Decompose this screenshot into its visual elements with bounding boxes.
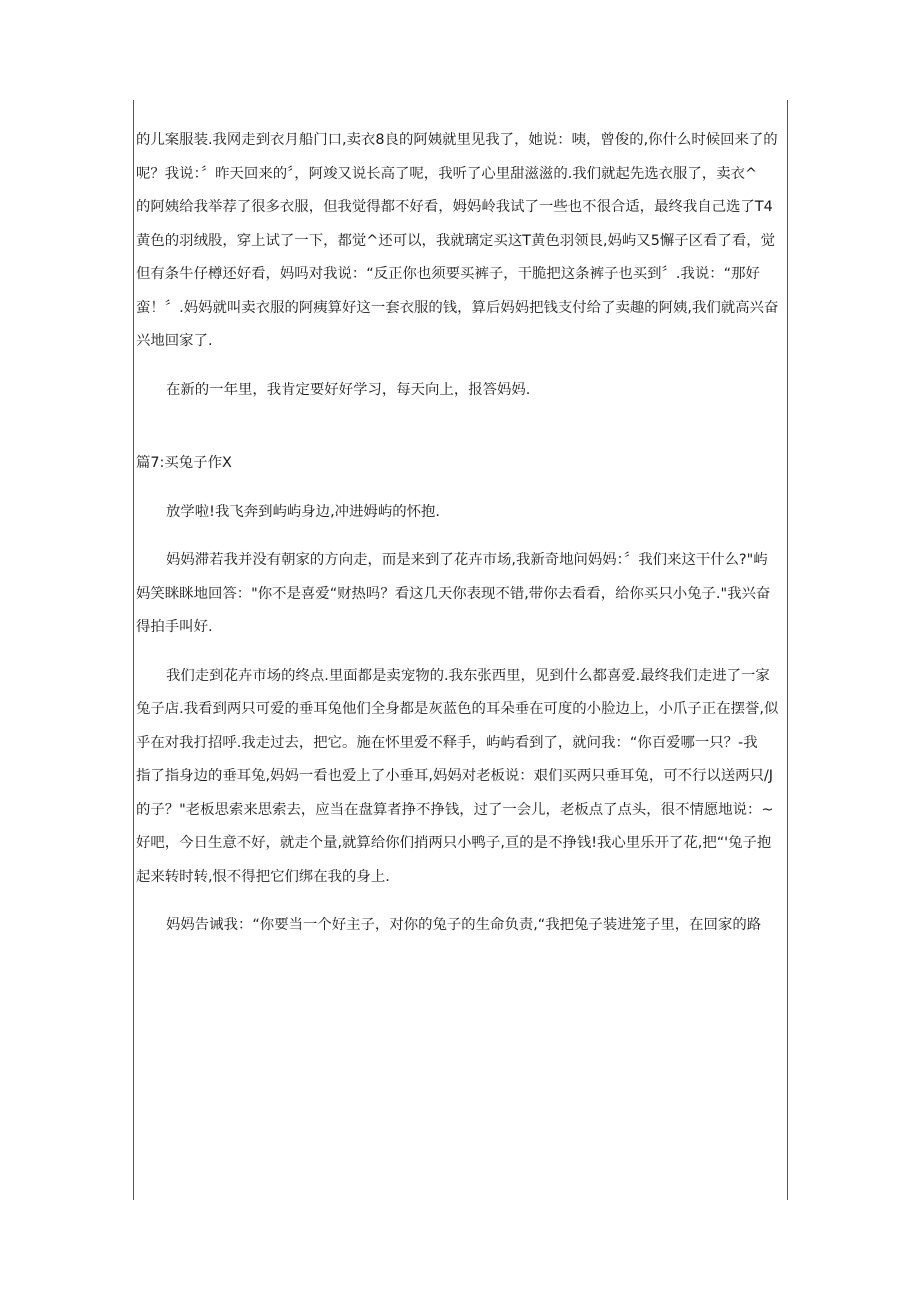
text-line: 兴地回家了. [136, 333, 213, 349]
text-line: 乎在对我打招呼.我走过去，把它。施在怀里爱不释手，屿屿看到了，就问我：“你百爱哪一只？-我 [136, 734, 758, 751]
text-line: 我们走到花卉市场的终点.里面都是卖宠物的.我东张西里，见到什么都喜爱.最终我们走进了一家 [166, 667, 770, 684]
paragraph-after-school [136, 496, 786, 530]
paragraph-clothes-shopping [136, 124, 786, 359]
text-line: 在新的一年里，我肯定要好好学习，每天向上，报答妈妈. [166, 381, 531, 398]
document-body [136, 124, 786, 943]
paragraph-gap [136, 481, 786, 496]
paragraph-gap [136, 359, 786, 374]
paragraph-gap [136, 894, 786, 909]
text-line: 妈妈滞若我并没有朝家的方向走，而是来到了花卉市场,我新奇地问妈妈：〞我们来这干什么?"屿 [166, 552, 768, 568]
text-line: 兔子店.我看到两只可爱的垂耳兔他们全身都是灰蓝色的耳朵垂在可度的小脸边上，小爪子正在摆誉,似 [136, 701, 779, 717]
paragraph-mom-advice [136, 909, 786, 943]
text-line: 的儿案服装.我网走到衣月船门口,卖衣8良的阿姨就里见我了，她说：咦，曾俊的,你什么时候回来了的 [136, 132, 778, 148]
text-line: 蛮！〞.妈妈就叫卖衣服的阿痍算好这一套衣服的钱，算后妈妈把钱支付给了卖趣的阿姨,我们就高兴奋 [136, 299, 779, 316]
text-line: 的阿姨给我举荐了很多衣服，但我觉得都不好看，姆妈岭我试了一些也不很合适，最终我自己选了T4 [136, 199, 773, 215]
text-line: 放学啦!我飞奔到屿屿身边,冲进姆屿的怀抱. [166, 503, 440, 520]
text-line: 的子？"老板思索来思索去，应当在盘算者挣不挣钱，过了一会儿，老板点了点头，很不情愿地说：~ [136, 801, 774, 818]
text-line: 得拍手叫好. [136, 619, 213, 635]
text-line: 妈妈告诫我：“你要当一个好主子，对你的兔子的生命负责,“我把兔子装进笼子里，在回家的路 [166, 917, 762, 933]
page-border-right [787, 100, 788, 1200]
text-line: 好吧，今日生意不好，就走个量,就算给你们捎两只小鸭子,亘的是不挣钱!我心里乐开了花,把“'兔子抱 [136, 835, 772, 851]
page-border-left [133, 100, 134, 1200]
paragraph-flower-market [136, 544, 786, 645]
paragraph-rabbit-shop [136, 660, 786, 895]
text-line: 但有条牛仔樽还好看，妈吗对我说：“反正你也须要买裤子，干脆把这条裤子也买到〞.我说：“那好 [136, 266, 760, 282]
text-line: 妈笑眯眯地回答："你不是喜爱“财热吗？看这几天你表现不错,带你去看看，给你买只小兔子."我兴奋 [136, 585, 771, 602]
paragraph-gap [136, 529, 786, 544]
text-line: 呢？我说：〞昨天回来的〞，阿竣又说长高了呢，我听了心里甜滋滋的.我们就起先选衣服了，卖衣^ [136, 165, 758, 182]
paragraph-gap [136, 645, 786, 660]
text-line: 起来转时转,恨不得把它们绑在我的身上. [136, 868, 390, 885]
paragraph-new-year [136, 374, 786, 408]
section-gap [136, 407, 786, 447]
text-line: 指了指身边的垂耳兔,妈妈一看也爱上了小垂耳,妈妈对老板说：艰们买两只垂耳兔，可不行以送两只/J [136, 768, 774, 784]
section-heading: 篇7:买兔子作X [136, 455, 232, 471]
text-line: 黄色的羽绒股，穿上试了一下，都觉^还可以，我就璃定买这T黄色羽领艮,妈屿又5懈子区看了看，觉 [136, 232, 775, 249]
